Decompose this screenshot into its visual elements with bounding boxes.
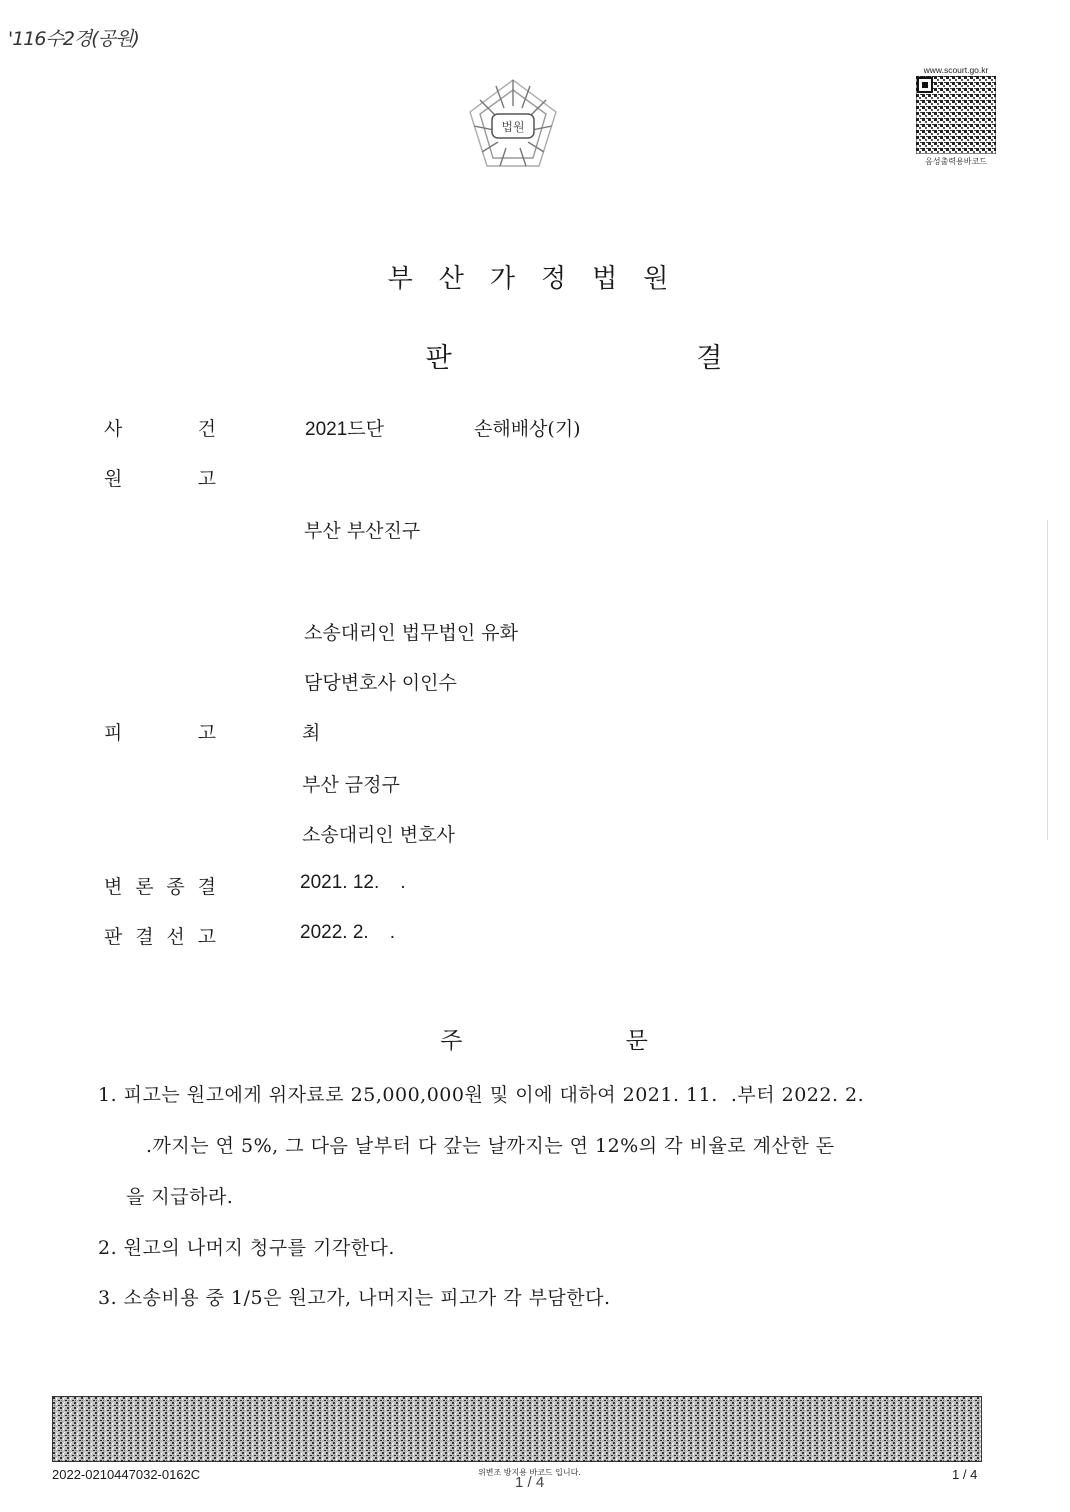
handwritten-note: '116수2경(공원)	[8, 28, 139, 50]
defendant-label: 피 고	[104, 722, 216, 744]
seal-text: 법원	[501, 120, 525, 134]
court-name: 부산가정법원	[387, 264, 695, 294]
plaintiff-label: 원 고	[104, 468, 216, 490]
anti-forgery-barcode	[52, 1396, 982, 1462]
voice-barcode	[916, 76, 996, 154]
plaintiff-address: 부산 부산진구	[304, 520, 421, 542]
document-title: 판 결	[425, 343, 841, 374]
plaintiff-representative: 소송대리인 법무법인 유화	[304, 622, 518, 644]
order-item-3: 3. 소송비용 중 1/5은 원고가, 나머지는 피고가 각 부담한다.	[98, 1287, 611, 1309]
page-number: 1 / 4	[952, 1467, 978, 1482]
barcode-url: www.scourt.go.kr	[923, 65, 989, 75]
ruling-label: 판 결 선 고	[104, 926, 216, 948]
closing-date: 2021. 12. .	[300, 872, 406, 893]
case-label: 사 건	[104, 418, 216, 440]
order-item-2: 2. 원고의 나머지 청구를 기각한다.	[98, 1237, 395, 1259]
court-seal-logo	[466, 76, 560, 172]
defendant-address: 부산 금정구	[302, 774, 400, 796]
page-number-center: 1 / 4	[515, 1474, 545, 1491]
case-number: 2021드단	[305, 419, 384, 440]
margin-line	[1047, 520, 1048, 840]
order-item-1-line-3: 을 지급하라.	[126, 1186, 234, 1208]
closing-label: 변 론 종 결	[104, 876, 216, 898]
plaintiff-attorney: 담당변호사 이인수	[304, 672, 457, 694]
barcode-note: 위변조 방지용 바코드 입니다.	[478, 1468, 581, 1477]
document-id: 2022-0210447032-0162C	[52, 1467, 201, 1482]
ruling-date: 2022. 2. .	[300, 922, 396, 943]
barcode-caption: 음성출력용바코드	[925, 157, 987, 166]
defendant-representative: 소송대리인 변호사	[302, 824, 455, 846]
order-item-1-line-1: 1. 피고는 원고에게 위자료로 25,000,000원 및 이에 대하여 2021. 11. .부터 2022. 2.	[98, 1084, 865, 1106]
order-item-1-line-2: .까지는 연 5%, 그 다음 날부터 다 갚는 날까지는 연 12%의 각 비율로 계산한 돈	[146, 1135, 835, 1157]
case-type: 손해배상(기)	[474, 418, 581, 440]
defendant-name: 최	[302, 722, 321, 744]
main-order-title: 주 문	[440, 1028, 726, 1054]
